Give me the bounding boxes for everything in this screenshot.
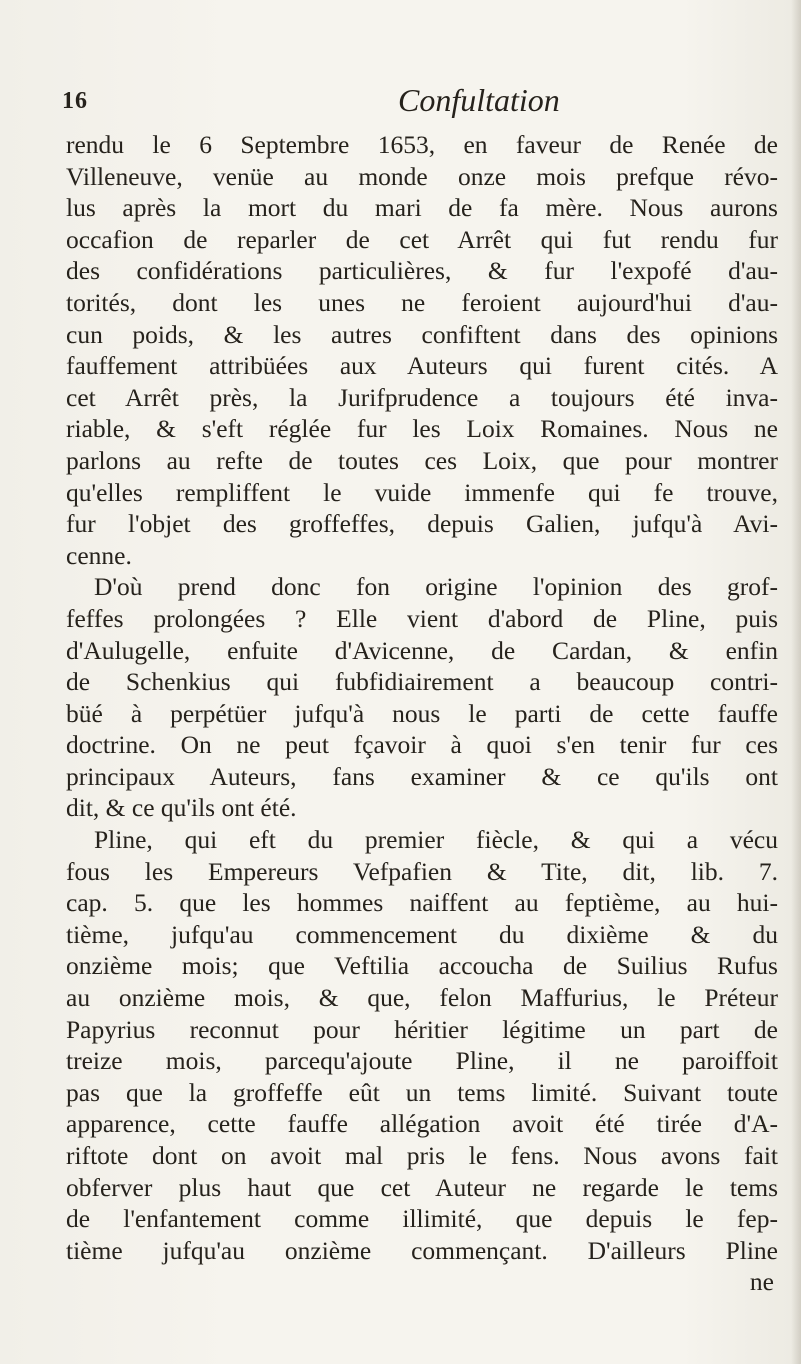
text-line: cun poids, & les autres confiftent dans des opinions — [66, 319, 778, 349]
text-line: Papyrius reconnut pour héritier légitime un part de — [66, 1014, 778, 1044]
text-line: riable, & s'eft réglée fur les Loix Romaines. Nous ne — [66, 414, 778, 444]
text-line: treize mois, parcequ'ajoute Pline, il ne paroiffoit — [66, 1046, 778, 1076]
text-line: cap. 5. que les hommes naiffent au feptième, au hui- — [66, 888, 778, 918]
catchword: ne — [749, 1267, 774, 1297]
text-line: au onzième mois, & que, felon Maffurius, le Préteur — [66, 983, 778, 1013]
page-edge-shadow — [791, 0, 801, 1364]
text-line: apparence, cette fauffe allégation avoit été tirée d'A- — [66, 1109, 778, 1139]
text-line: de l'enfantement comme illimité, que depuis le fep- — [66, 1204, 778, 1234]
text-line: Pline, qui eft du premier fiècle, & qui a vécu — [94, 825, 778, 855]
text-line: des confidérations particulières, & fur l'expofé d'au- — [66, 256, 778, 286]
text-line: D'où prend donc fon origine l'opinion des grof- — [94, 572, 778, 602]
text-line: pas que la groffeffe eût un tems limité. Suivant toute — [66, 1077, 778, 1107]
page-header — [58, 82, 778, 122]
text-line: occafion de reparler de cet Arrêt qui fut rendu fur — [66, 224, 778, 254]
text-line: obferver plus haut que cet Auteur ne regarde le tems — [66, 1172, 778, 1202]
text-line: onzième mois; que Veftilia accoucha de Suilius Rufus — [66, 951, 778, 981]
text-line: parlons au refte de toutes ces Loix, que pour montrer — [66, 445, 778, 475]
text-line: fous les Empereurs Vefpafien & Tite, dit, lib. 7. — [66, 856, 778, 886]
text-line: doctrine. On ne peut fçavoir à quoi s'en tenir fur ces — [66, 730, 778, 760]
text-line: cenne. — [66, 540, 132, 570]
text-line: lus après la mort du mari de fa mère. Nous aurons — [66, 193, 778, 223]
text-line: de Schenkius qui fubfidiairement a beaucoup contri- — [66, 667, 778, 697]
body-text — [66, 129, 778, 1298]
text-line: büé à perpétüer jufqu'à nous le parti de cette fauffe — [66, 698, 778, 728]
text-line: cet Arrêt près, la Jurifprudence a toujours été inva- — [66, 382, 778, 412]
text-line: qu'elles rempliffent le vuide immenfe qui fe trouve, — [66, 477, 778, 507]
text-line: tième, jufqu'au commencement du dixième & du — [66, 919, 778, 949]
text-line: d'Aulugelle, enfuite d'Avicenne, de Cardan, & enfin — [66, 635, 778, 665]
text-line: torités, dont les unes ne feroient aujourd'hui d'au- — [66, 287, 778, 317]
text-line: dit, & ce qu'ils ont été. — [66, 793, 297, 823]
text-line: feffes prolongées ? Elle vient d'abord de Pline, puis — [66, 603, 778, 633]
text-line: tième jufqu'au onzième commençant. D'ailleurs Pline — [66, 1235, 778, 1265]
text-line: fauffement attribüées aux Auteurs qui furent cités. A — [66, 351, 778, 381]
text-line: fur l'objet des groffeffes, depuis Galien, jufqu'à Avi- — [66, 509, 778, 539]
text-line: rendu le 6 Septembre 1653, en faveur de Renée de — [66, 130, 778, 159]
text-line: Villeneuve, venüe au monde onze mois prefque révo- — [66, 161, 778, 191]
page-number: 16 — [62, 88, 88, 114]
running-title: Confultation — [398, 82, 560, 118]
text-line: riftote dont on avoit mal pris le fens. Nous avons fait — [66, 1141, 778, 1170]
text-line: principaux Auteurs, fans examiner & ce qu'ils ont — [66, 761, 778, 791]
